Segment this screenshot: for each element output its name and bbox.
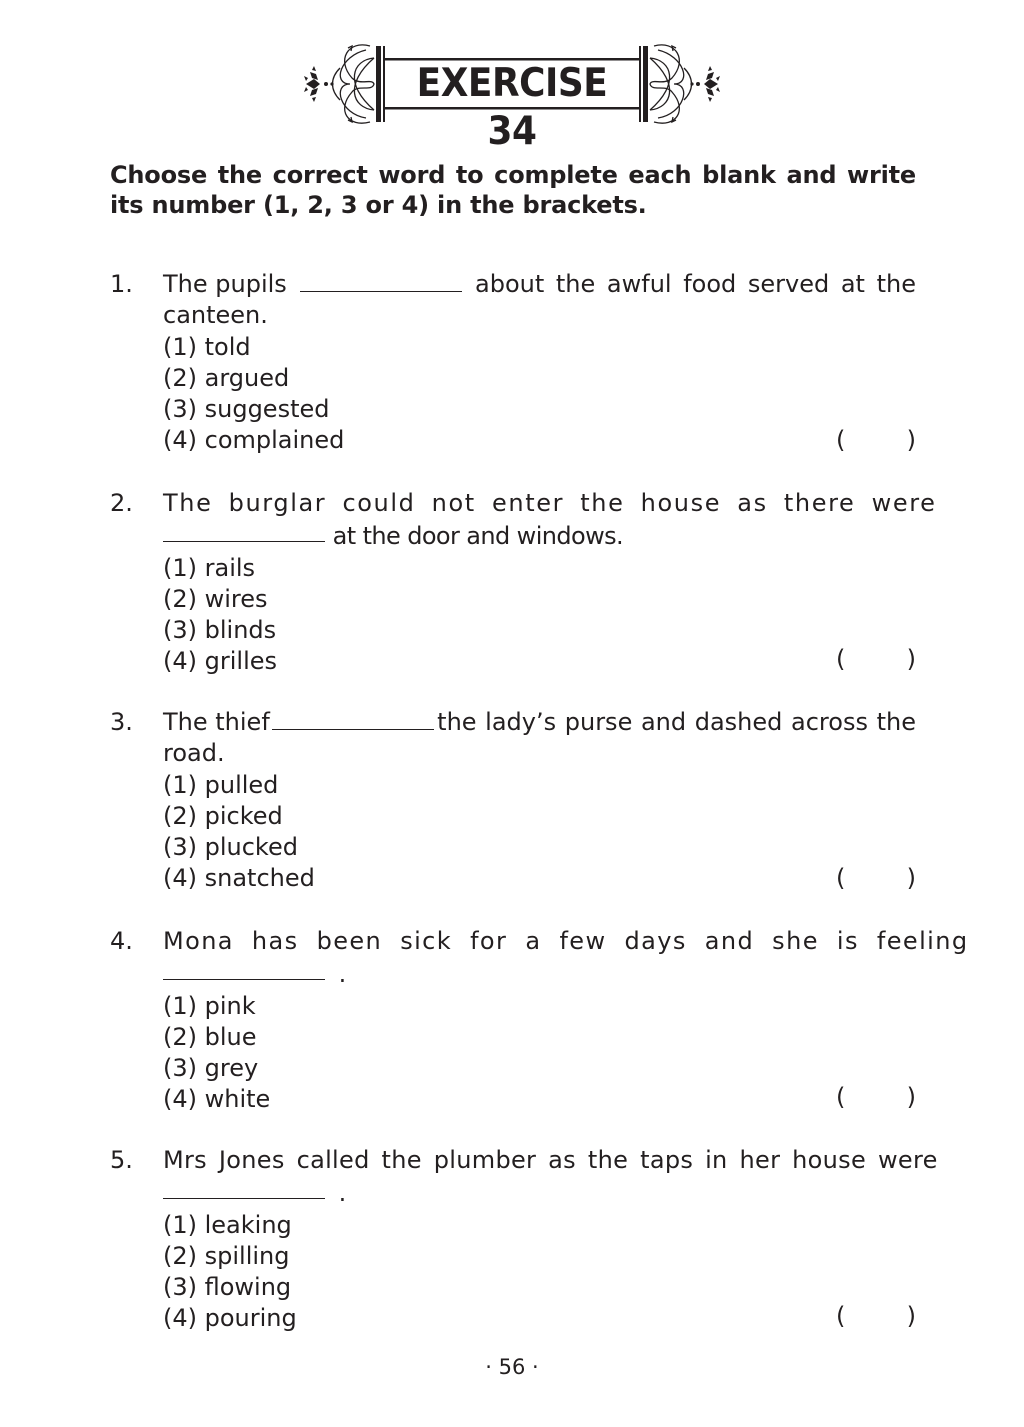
question-text-line-2 bbox=[163, 1176, 916, 1209]
answer-blank bbox=[163, 1174, 325, 1199]
option-1: (1) pink bbox=[163, 991, 256, 1020]
answer-bracket[interactable] bbox=[836, 863, 916, 894]
option-4: (4) white bbox=[163, 1085, 271, 1114]
option-1: (1) pulled bbox=[163, 770, 279, 799]
question-text-after: at the door and windows. bbox=[332, 522, 624, 551]
answer-blank bbox=[272, 705, 434, 730]
page-number: · 56 · bbox=[485, 1355, 539, 1379]
option-4: (4) complained bbox=[163, 426, 345, 455]
answer-blank bbox=[300, 267, 462, 292]
bracket-open: ( bbox=[836, 426, 846, 454]
bracket-close: ) bbox=[906, 645, 916, 673]
question-text-before: The thief bbox=[163, 708, 270, 736]
answer-blank bbox=[163, 955, 325, 980]
option-3: (3) plucked bbox=[163, 833, 298, 862]
question-text-line-2: canteen. bbox=[163, 301, 268, 330]
answer-bracket[interactable] bbox=[836, 1082, 916, 1113]
option-1: (1) leaking bbox=[163, 1210, 292, 1239]
question-number: 1. bbox=[110, 270, 133, 298]
question-text-after: . bbox=[338, 1179, 347, 1208]
question-text-line: Mona has been sick for a few days and she is feeling bbox=[163, 927, 969, 955]
answer-bracket[interactable] bbox=[836, 425, 916, 456]
answer-bracket[interactable] bbox=[836, 644, 916, 675]
bracket-close: ) bbox=[906, 864, 916, 892]
option-3: (3) suggested bbox=[163, 395, 330, 424]
question-text-line: Mrs Jones called the plumber as the taps in her house were bbox=[163, 1146, 938, 1174]
question-number: 3. bbox=[110, 708, 133, 736]
instructions-text: Choose the correct word to complete each blank and write its number (1, 2, 3 or 4) in the brackets. bbox=[110, 161, 916, 219]
option-4: (4) snatched bbox=[163, 864, 315, 893]
bracket-open: ( bbox=[836, 1302, 846, 1330]
option-1: (1) rails bbox=[163, 553, 256, 582]
option-1: (1) told bbox=[163, 332, 251, 361]
option-4: (4) pouring bbox=[163, 1304, 297, 1333]
option-3: (3) blinds bbox=[163, 616, 277, 645]
question-text-before: The pupils bbox=[163, 270, 287, 298]
question-number: 4. bbox=[110, 927, 133, 955]
question-text-line-2 bbox=[163, 957, 916, 990]
question-number: 2. bbox=[110, 489, 133, 517]
question-number: 5. bbox=[110, 1146, 133, 1174]
bracket-open: ( bbox=[836, 645, 846, 673]
question-text-line: The burglar could not enter the house as there were bbox=[163, 489, 937, 517]
option-4: (4) grilles bbox=[163, 647, 277, 676]
question-text-line bbox=[163, 707, 916, 738]
bracket-close: ) bbox=[906, 1302, 916, 1330]
question-text-after: the lady’s purse and dashed across the bbox=[437, 708, 916, 736]
bracket-open: ( bbox=[836, 864, 846, 892]
bracket-close: ) bbox=[906, 1083, 916, 1111]
option-2: (2) picked bbox=[163, 801, 283, 830]
exercise-title: EXERCISE 34 bbox=[416, 61, 608, 154]
question-text-line-2 bbox=[163, 519, 916, 552]
bracket-open: ( bbox=[836, 1083, 846, 1111]
question-text-line-2: road. bbox=[163, 739, 225, 768]
option-2: (2) argued bbox=[163, 363, 290, 392]
option-3: (3) grey bbox=[163, 1054, 259, 1083]
answer-bracket[interactable] bbox=[836, 1301, 916, 1332]
bracket-close: ) bbox=[906, 426, 916, 454]
question-text-after: about the awful food served at the bbox=[475, 270, 916, 298]
option-2: (2) spilling bbox=[163, 1241, 290, 1270]
option-3: (3) flowing bbox=[163, 1273, 292, 1302]
option-2: (2) blue bbox=[163, 1022, 257, 1051]
question-text-after: . bbox=[338, 960, 347, 989]
question-text-line bbox=[163, 269, 916, 300]
answer-blank bbox=[163, 517, 325, 542]
option-2: (2) wires bbox=[163, 584, 268, 613]
exercise-banner bbox=[300, 38, 724, 154]
